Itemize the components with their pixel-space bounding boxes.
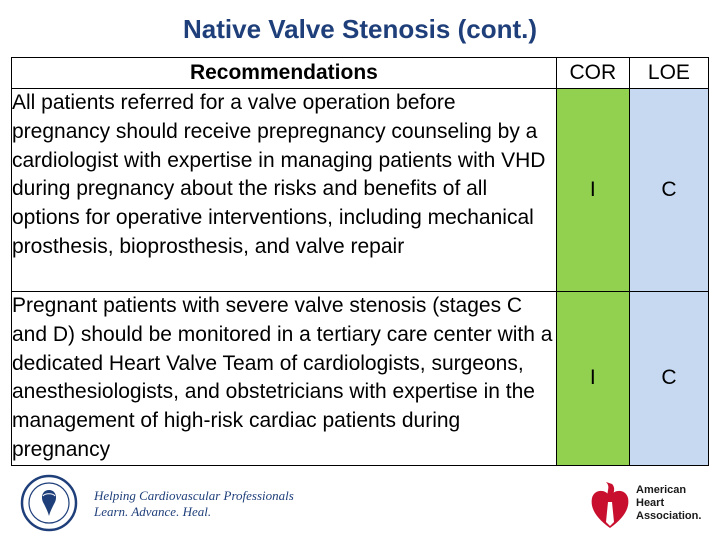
acc-seal-icon bbox=[18, 474, 80, 532]
acc-tagline bbox=[94, 488, 294, 520]
acc-footer-branding bbox=[18, 474, 308, 532]
header-recommendations: Recommendations bbox=[12, 58, 557, 89]
cor-value: I bbox=[556, 89, 629, 292]
recommendation-text: All patients referred for a valve operation before pregnancy should receive prepregnancy counseling by a cardiologist with expertise in managing patients with VHD during pregnancy about the risks and benefits of all options for operative interventions, including mechanical prosthesis, bioprosthesis, and valve repair bbox=[12, 89, 557, 292]
aha-line-2: Heart bbox=[636, 497, 665, 509]
aha-line-3: Association. bbox=[636, 510, 702, 522]
loe-value: C bbox=[629, 292, 708, 466]
cor-value: I bbox=[556, 292, 629, 466]
recommendations-table bbox=[11, 57, 709, 466]
aha-heart-torch-icon bbox=[586, 478, 634, 534]
loe-value: C bbox=[629, 89, 708, 292]
table-row bbox=[12, 89, 709, 292]
aha-footer-logo bbox=[586, 478, 716, 536]
header-loe: LOE bbox=[629, 58, 708, 89]
recommendation-text: Pregnant patients with severe valve stenosis (stages C and D) should be monitored in a tertiary care center with a dedicated Heart Valve Team of cardiologists, surgeons, anesthesiologists, and obstetricians with expertise in the management of high-risk cardiac patients during pregnancy bbox=[12, 292, 557, 466]
slide-title: Native Valve Stenosis (cont.) bbox=[182, 14, 537, 44]
header-cor: COR bbox=[556, 58, 629, 89]
tagline-line-1: Helping Cardiovascular Professionals bbox=[94, 488, 294, 503]
table-row bbox=[12, 292, 709, 466]
table-header-row bbox=[12, 58, 709, 89]
tagline-line-2: Learn. Advance. Heal. bbox=[94, 504, 212, 519]
aha-line-1: American bbox=[636, 484, 687, 496]
aha-wordmark bbox=[636, 484, 701, 523]
